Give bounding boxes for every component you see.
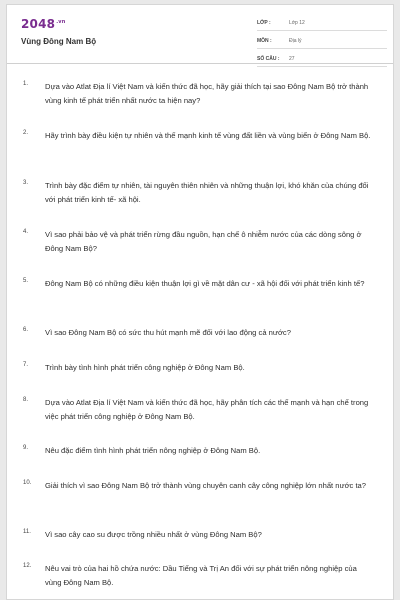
question-number: 3. bbox=[23, 180, 29, 186]
logo-text: 2048 bbox=[21, 17, 56, 31]
question-number: 1. bbox=[23, 81, 29, 87]
site-logo[interactable] bbox=[21, 17, 66, 31]
question-text: Vì sao phải bảo vệ và phát triển rừng đầu nguồn, hạn chế ô nhiễm nước của các dòng sông ở Đông Nam Bộ? bbox=[45, 230, 362, 253]
question-text: Hãy trình bày điều kiện tự nhiên và thế mạnh kinh tế vùng đất liền và vùng biển ở Đông Nam Bộ. bbox=[45, 131, 371, 140]
logo-suffix: .vn bbox=[56, 19, 66, 25]
question-text: Vì sao cây cao su được trồng nhiều nhất ở vùng Đông Nam Bộ? bbox=[45, 530, 262, 539]
question-number: 12. bbox=[23, 563, 32, 569]
meta-value: Địa lý bbox=[289, 38, 302, 44]
question-number: 2. bbox=[23, 130, 29, 136]
question-number: 7. bbox=[23, 362, 29, 368]
question-text: Vì sao Đông Nam Bộ có sức thu hút mạnh mẽ đối với lao động cả nước? bbox=[45, 328, 291, 337]
question-number: 6. bbox=[23, 327, 29, 333]
meta-row-class bbox=[257, 16, 387, 31]
worksheet-header bbox=[7, 5, 393, 64]
question-text: Nêu đặc điểm tình hình phát triển nông nghiệp ở Đông Nam Bộ. bbox=[45, 446, 261, 455]
meta-label: SỐ CÂU : bbox=[257, 56, 280, 62]
question-text: Đông Nam Bộ có những điều kiện thuận lợi gì về mặt dân cư - xã hội đối với phát triển kinh tế? bbox=[45, 279, 365, 288]
question-text: Dựa vào Atlat Địa lí Việt Nam và kiến thức đã học, hãy phân tích các thế mạnh và hạn chế trong việc phát triển công nghiệp ở Đông Nam Bộ. bbox=[45, 398, 369, 421]
page-title: Vùng Đông Nam Bộ bbox=[21, 37, 97, 46]
worksheet bbox=[6, 4, 394, 600]
question-text: Trình bày đặc điểm tự nhiên, tài nguyên thiên nhiên và những thuận lợi, khó khăn của chúng đối với phát triển kinh tế- xã hội. bbox=[45, 181, 369, 204]
meta-row-subject bbox=[257, 34, 387, 49]
worksheet-meta bbox=[257, 16, 387, 70]
meta-value: Lớp 12 bbox=[289, 20, 305, 26]
meta-row-question-count bbox=[257, 52, 387, 67]
question-number: 10. bbox=[23, 480, 32, 486]
question-number: 8. bbox=[23, 397, 29, 403]
question-number: 9. bbox=[23, 445, 29, 451]
question-text: Giải thích vì sao Đông Nam Bộ trở thành vùng chuyên canh cây công nghiệp lớn nhất nước ta? bbox=[45, 481, 367, 490]
meta-label: MÔN : bbox=[257, 38, 272, 44]
meta-label: LỚP : bbox=[257, 20, 271, 26]
meta-value: 27 bbox=[289, 56, 295, 62]
question-text: Nêu vai trò của hai hồ chứa nước: Dầu Tiếng và Trị An đối với sự phát triển nông nghiệp của vùng Đông Nam Bộ. bbox=[45, 564, 357, 587]
question-text: Dựa vào Atlat Địa lí Việt Nam và kiến thức đã học, hãy giải thích tại sao Đông Nam Bộ trở thành vùng kinh tế phát triển nhất nước ta hiện nay? bbox=[45, 82, 369, 105]
question-number: 11. bbox=[23, 529, 31, 535]
question-text: Trình bày tình hình phát triển công nghiệp ở Đông Nam Bộ. bbox=[45, 363, 245, 372]
question-number: 5. bbox=[23, 278, 29, 284]
question-number: 4. bbox=[23, 229, 29, 235]
